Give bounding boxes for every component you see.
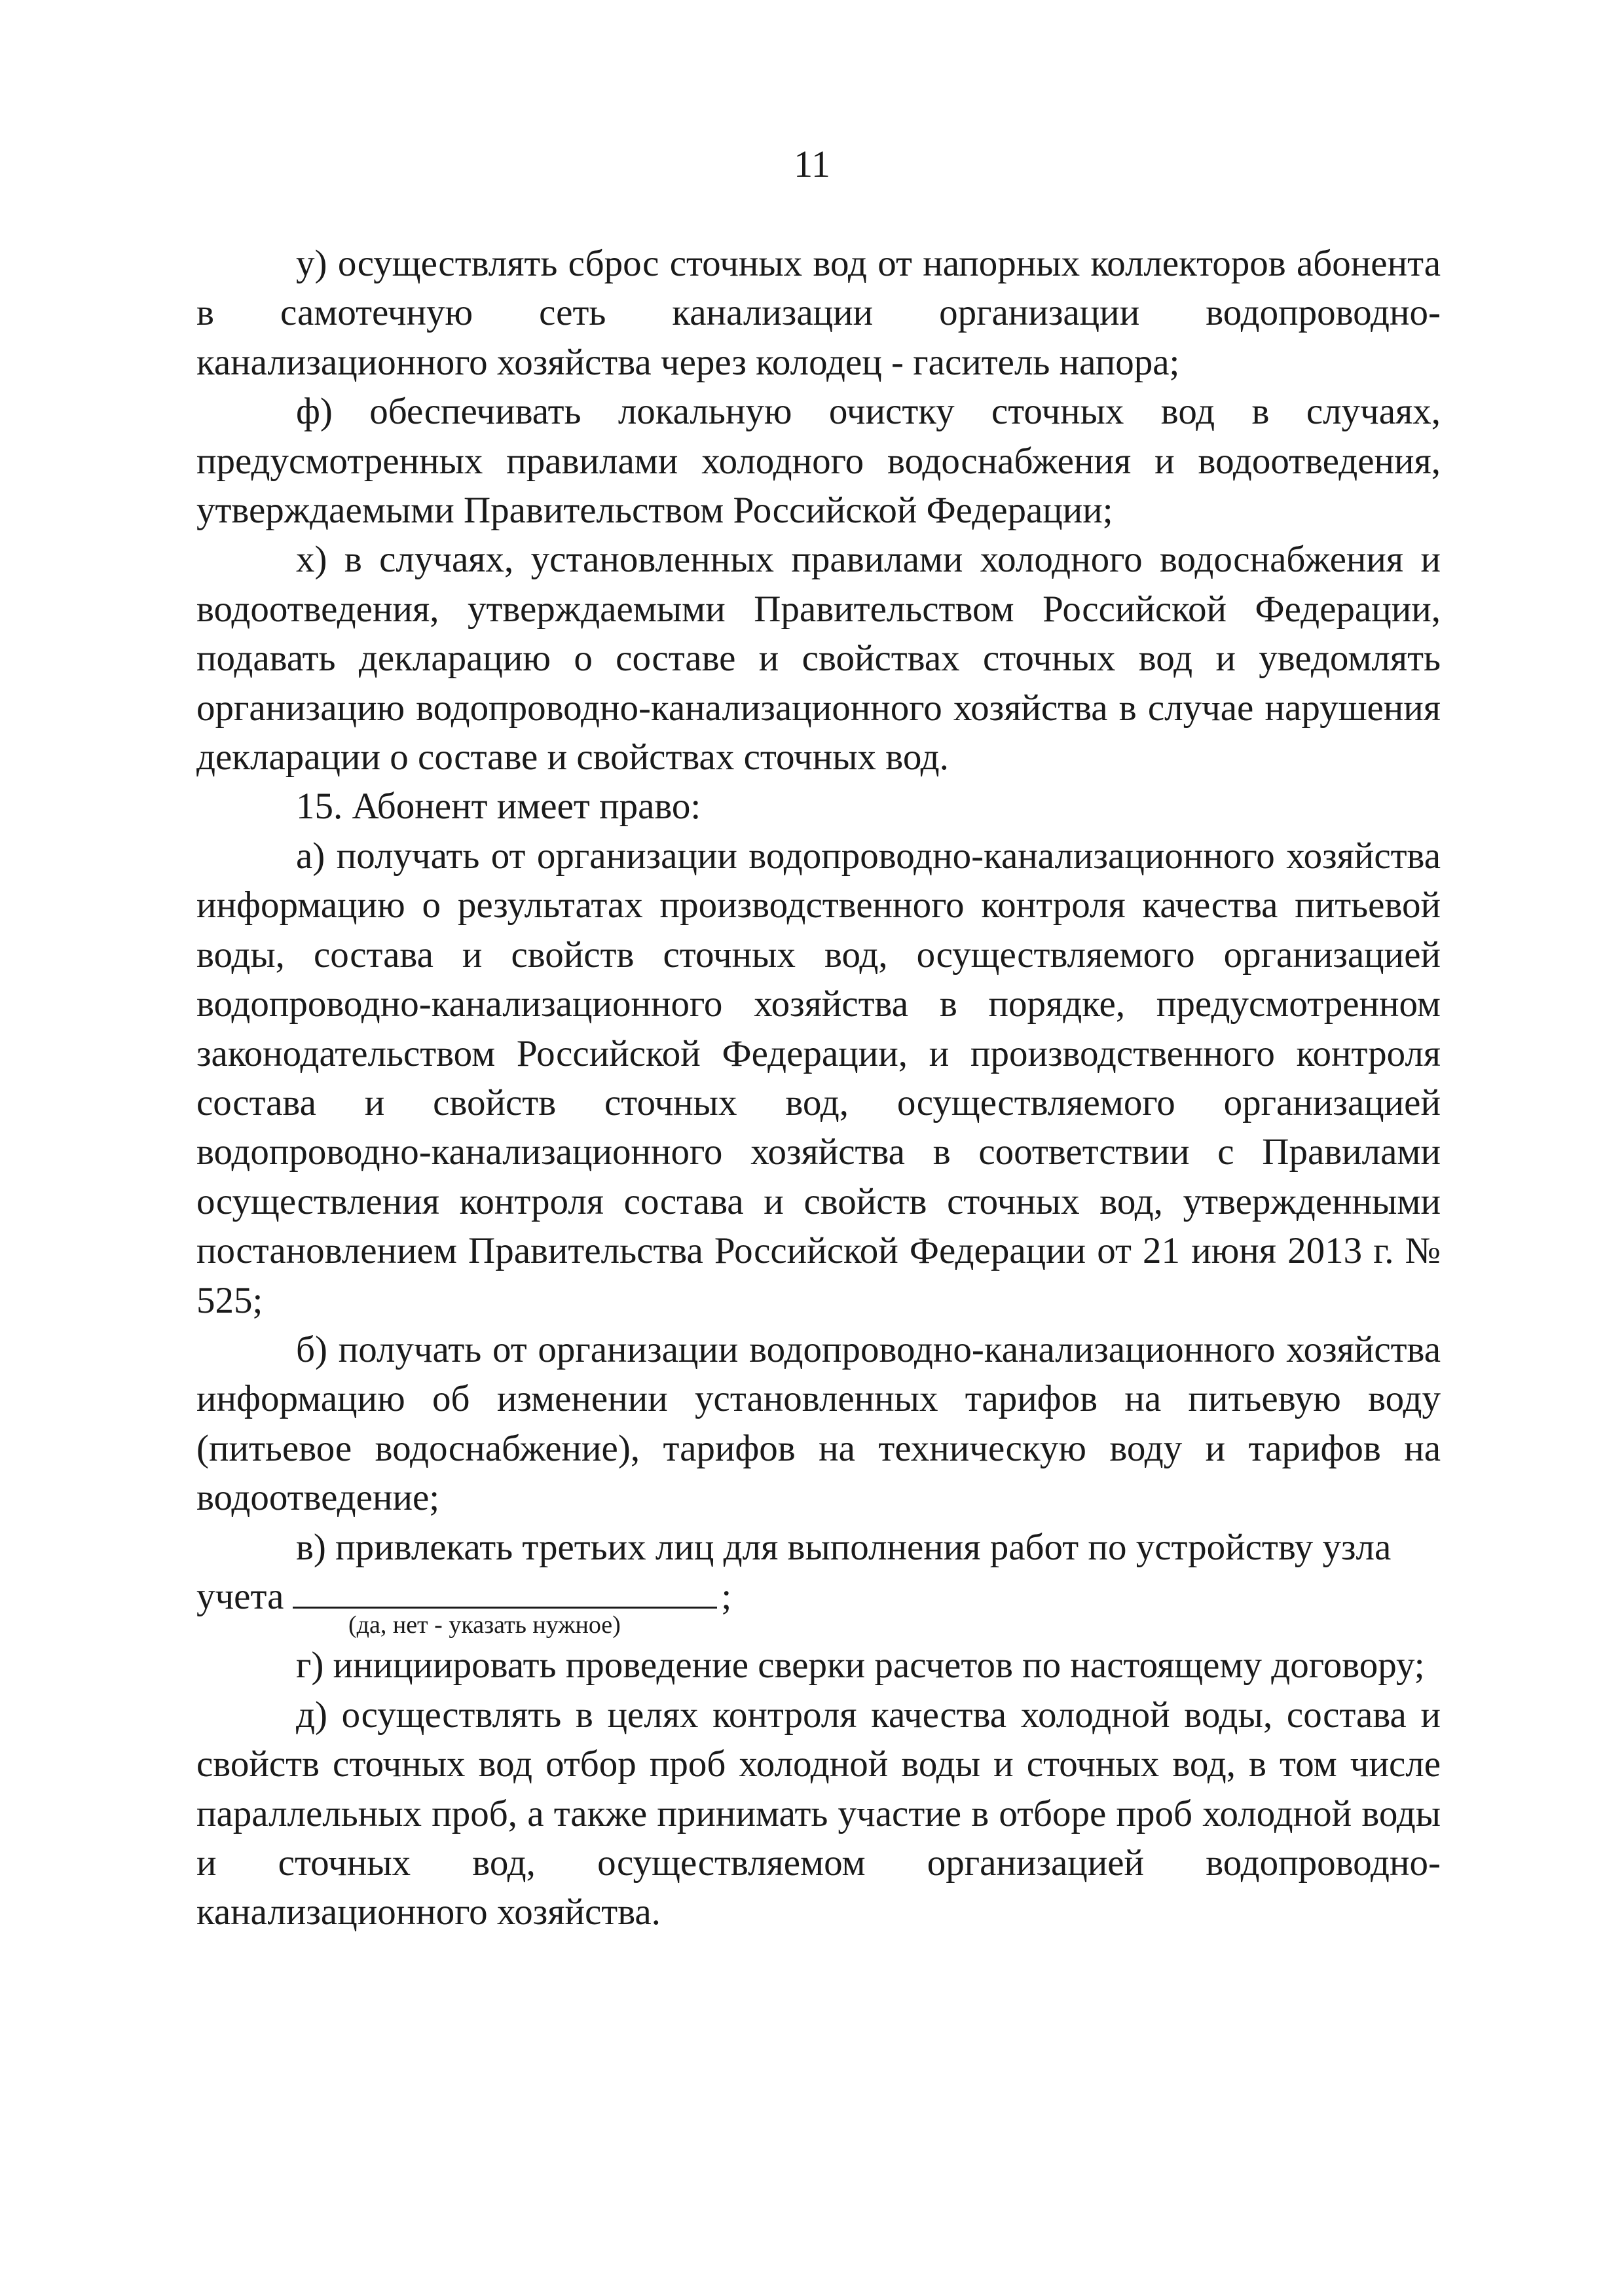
blank-hint: (да, нет - указать нужное) bbox=[348, 1611, 621, 1639]
paragraph-u: у) осуществлять сброс сточных вод от напорных коллекторов абонента в самотечную сеть канализации организации водопроводно-канализационного хозяйства через колодец - гаситель напора; bbox=[196, 243, 1441, 383]
fill-in-blank[interactable] bbox=[293, 1573, 717, 1609]
document-body bbox=[196, 239, 1441, 1937]
paragraph-kh: х) в случаях, установленных правилами холодного водоснабжения и водоотведения, утверждаемыми Правительством Российской Федерации, подавать декларацию о составе и свойствах сточных вод и уведомлять организацию водопроводно-канализационного хозяйства в случае нарушения декларации о составе и свойствах сточных вод. bbox=[196, 539, 1441, 778]
section-15-heading: 15. Абонент имеет право: bbox=[296, 786, 701, 828]
blank-suffix: ; bbox=[721, 1575, 732, 1617]
paragraph-v: в) привлекать третьих лиц для выполнения работ по устройству узла bbox=[296, 1526, 1392, 1568]
paragraph-b: б) получать от организации водопроводно-канализационного хозяйства информацию об изменении установленных тарифов на питьевую воду (питьевое водоснабжение), тарифов на техническую воду и тарифов на водоотведение; bbox=[196, 1328, 1441, 1519]
paragraph-g: г) инициировать проведение сверки расчетов по настоящему договору; bbox=[296, 1645, 1425, 1686]
paragraph-f: ф) обеспечивать локальную очистку сточных вод в случаях, предусмотренных правилами холодного водоснабжения и водоотведения, утверждаемыми Правительством Российской Федерации; bbox=[196, 391, 1441, 532]
page-number: 11 bbox=[794, 143, 830, 185]
paragraph-d: д) осуществлять в целях контроля качества холодной воды, состава и свойств сточных вод отбор проб холодной воды и сточных вод, в том числе параллельных проб, а также принимать участие в отборе проб холодной воды и сточных вод, осуществляемом организацией водопроводно-канализационного хозяйства. bbox=[196, 1694, 1441, 1933]
blank-prefix: учета bbox=[196, 1575, 284, 1617]
paragraph-a: а) получать от организации водопроводно-канализационного хозяйства информацию о результатах производственного контроля качества питьевой воды, состава и свойств сточных вод, осуществляемого организацией водопроводно-канализационного хозяйства в порядке, предусмотренном законодательством Российской Федерации, и производственного контроля состава и свойств сточных вод, осуществляемого организацией водопроводно-канализационного хозяйства в соответствии с Правилами осуществления контроля состава и свойств сточных вод, утвержденными постановлением Правительства Российской Федерации от 21 июня 2013 г. № 525; bbox=[196, 835, 1441, 1321]
